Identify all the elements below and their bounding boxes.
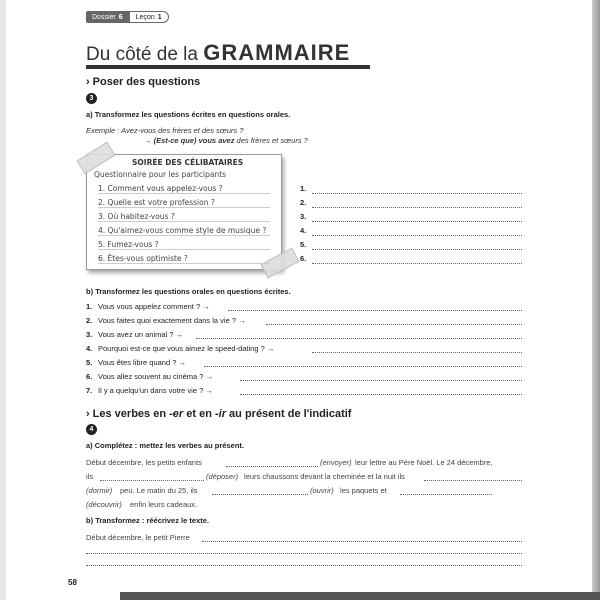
lecon-label: Leçon	[135, 13, 155, 21]
example-answer-line	[86, 136, 308, 146]
para-text: leurs chaussons devant la cheminée et la nuit ils	[244, 472, 405, 481]
answer-dots	[204, 366, 522, 367]
write-line[interactable]	[86, 565, 522, 566]
section1-title: Poser des questions	[92, 76, 201, 88]
section-heading-verbs: › Les verbes en -er et en -ir au présent de l'indicatif	[86, 408, 352, 420]
chevron-right-icon: ›	[86, 76, 90, 88]
para-verb: (ouvrir)	[310, 486, 334, 495]
title-prefix: Du côté de la	[86, 44, 198, 65]
para-text: les paquets et	[340, 486, 387, 495]
para-verb: (déposer)	[206, 472, 239, 481]
card-item: 2. Quelle est votre profession ?	[98, 198, 270, 208]
question-row[interactable]: 6. Vous allez souvent au cinéma ? →	[86, 372, 214, 381]
instruction-3a-text: Transformez les questions écrites en questions orales.	[94, 110, 291, 119]
card-item: 1. Comment vous appelez-vous ?	[98, 184, 270, 194]
answer-dots	[312, 221, 522, 222]
answer-dots	[312, 352, 522, 353]
para-text: leur lettre au Père Noël. Le 24 décembre,	[355, 458, 493, 467]
example-rest: des frères et sœurs ?	[236, 136, 308, 145]
card-subtitle: Questionnaire pour les participants	[94, 170, 227, 179]
card-item: 3. Où habitez-vous ?	[98, 212, 270, 222]
para-text: Début décembre, les petits enfants	[86, 458, 202, 467]
title-main: GRAMMAIRE	[203, 40, 351, 65]
page-edge	[592, 0, 600, 600]
dossier-label: Dossier	[92, 13, 116, 21]
answer-dots	[240, 380, 522, 381]
instruction-4b: b) Transformez : réécrivez le texte.	[86, 516, 209, 525]
answer-line-4[interactable]: 4.	[300, 226, 307, 235]
instruction-3b-text: Transformez les questions orales en questions écrites.	[95, 287, 291, 296]
example-block	[86, 126, 308, 146]
exercise-badge-4: 4	[86, 424, 97, 435]
question-row[interactable]: 4. Pourquoi est-ce que vous aimez le speed-dating ? →	[86, 344, 275, 353]
answer-dots	[312, 249, 522, 250]
answer-line-5[interactable]: 5.	[300, 240, 307, 249]
title-underline	[86, 65, 370, 69]
chevron-right-icon: ›	[86, 408, 90, 420]
answer-dots	[228, 310, 522, 311]
answer-line-6[interactable]: 6.	[300, 254, 307, 263]
lecon-tab	[129, 11, 169, 23]
para-text: ils	[86, 472, 94, 481]
instruction-3b	[86, 287, 291, 296]
lecon-number: 1	[157, 13, 162, 21]
write-line[interactable]	[86, 553, 522, 554]
question-row[interactable]: 3. Vous avez un animal ? →	[86, 330, 184, 339]
answer-dots	[312, 193, 522, 194]
page-title	[86, 40, 350, 66]
page	[60, 0, 600, 600]
answer-dots	[266, 324, 522, 325]
section-heading-questions	[86, 76, 200, 88]
breadcrumb	[86, 11, 169, 23]
fill-blank[interactable]	[100, 480, 204, 481]
para-text: peu. Le matin du 25, ils	[120, 486, 198, 495]
card-item: 4. Qu'aimez-vous comme style de musique ?	[98, 226, 270, 236]
question-row[interactable]: 7. Il y a quelqu'un dans votre vie ? →	[86, 386, 213, 395]
write-line[interactable]	[202, 541, 522, 542]
answer-line-2[interactable]: 2.	[300, 198, 307, 207]
fill-blank[interactable]	[212, 494, 308, 495]
instruction-4a: a) Complétez : mettez les verbes au présent.	[86, 441, 244, 450]
fill-blank[interactable]	[400, 494, 492, 495]
question-row[interactable]: 2. Vous faites quoi exactement dans la vie ? →	[86, 316, 246, 325]
answer-dots	[196, 338, 522, 339]
dossier-tab	[86, 11, 129, 23]
page-number: 58	[68, 578, 77, 587]
answer-line-3[interactable]: 3.	[300, 212, 307, 221]
arrow-right-icon: →	[144, 136, 152, 145]
question-row[interactable]: 1. Vous vous appelez comment ? →	[86, 302, 210, 311]
card-item: 5. Fumez-vous ?	[98, 240, 270, 250]
para-text: enfin leurs cadeaux.	[130, 500, 198, 509]
para-verb: (envoyer)	[320, 458, 352, 467]
card-title: SOIRÉE DES CÉLIBATAIRES	[132, 158, 244, 167]
example-line: Exemple : Avez-vous des frères et des sœurs ?	[86, 126, 244, 135]
exercise-badge-3: 3	[86, 93, 97, 104]
fill-blank[interactable]	[424, 480, 522, 481]
fill-blank[interactable]	[226, 466, 318, 467]
para-text: Début décembre, le petit Pierre	[86, 533, 190, 542]
bottom-bar	[120, 592, 600, 600]
page-spine	[0, 0, 6, 600]
instruction-3b-label: b)	[86, 287, 94, 296]
answer-dots	[240, 394, 522, 395]
instruction-3a-label: a)	[86, 110, 93, 119]
para-verb: (découvrir)	[86, 500, 122, 509]
question-row[interactable]: 5. Vous êtes libre quand ? →	[86, 358, 186, 367]
answer-line-1[interactable]: 1.	[300, 184, 307, 193]
answer-dots	[312, 235, 522, 236]
dossier-number: 6	[118, 13, 123, 21]
para-verb: (dormir)	[86, 486, 113, 495]
answer-dots	[312, 207, 522, 208]
example-answer: (Est-ce que) vous avez	[153, 136, 235, 145]
instruction-3a	[86, 110, 290, 119]
answer-dots	[312, 263, 522, 264]
card-item: 6. Êtes-vous optimiste ?	[98, 254, 270, 264]
